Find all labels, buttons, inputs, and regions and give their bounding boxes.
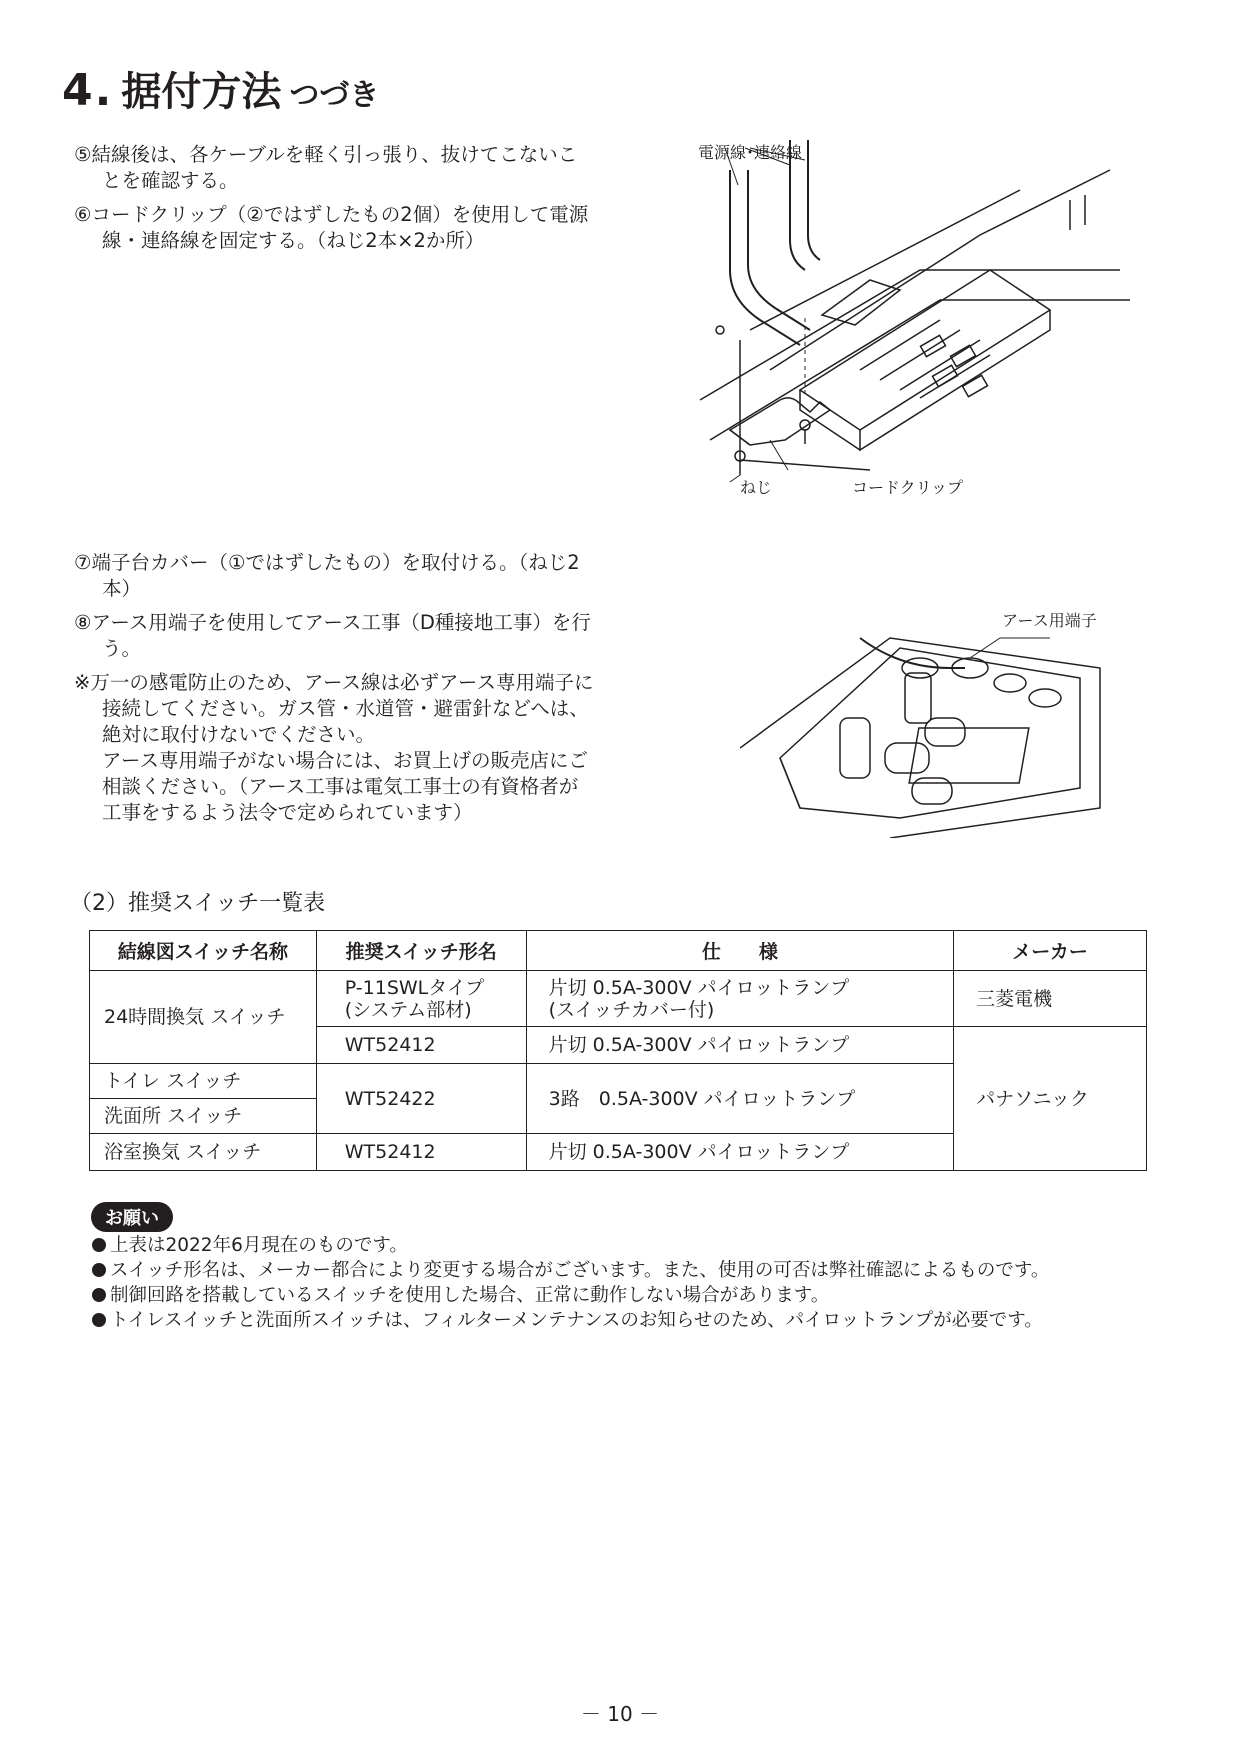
section-subtitle: つづき <box>289 78 380 113</box>
cell-spec-wt52412-a: 片切 0.5A-300V パイロットランプ <box>526 1027 954 1064</box>
cell-model-wt52412-b: WT52412 <box>316 1134 526 1171</box>
steps-top <box>74 142 594 262</box>
cell-name-toilet: トイレ スイッチ <box>90 1064 317 1099</box>
request-item: スイッチ形名は、メーカー都合により変更する場合がございます。また、使用の可否は弊社確認によるものです。 <box>92 1258 1192 1283</box>
cell-spec-wt52422: 3路 0.5A-300V パイロットランプ <box>526 1064 954 1134</box>
warning-note-continued: アース専用端子がない場合には、お買上げの販売店にご相談ください。（アース工事は電気工事士の有資格者が工事をするよう法令で定められています） <box>102 749 588 824</box>
col-header-spec: 仕 様 <box>526 931 954 971</box>
request-item: 上表は2022年6月現在のものです。 <box>92 1233 1192 1258</box>
table-row <box>90 971 1147 1027</box>
switch-table <box>89 930 1147 1171</box>
earth-terminal-illustration <box>740 608 1120 838</box>
request-item: トイレスイッチと洗面所スイッチは、フィルターメンテナンスのお知らせのため、パイロットランプが必要です。 <box>92 1308 1192 1333</box>
cable-clip-illustration <box>690 140 1140 510</box>
step-5: ⑤結線後は、各ケーブルを軽く引っ張り、抜けてこないことを確認する。 <box>74 143 578 192</box>
request-badge: お願い <box>91 1202 173 1232</box>
earth-terminal-figure <box>740 608 1120 838</box>
figure2-label-earth: アース用端子 <box>1002 611 1097 630</box>
step-7: ⑦端子台カバー（①ではずしたもの）を取付ける。（ねじ2本） <box>74 551 580 600</box>
warning-note: ※万一の感電防止のため、アース線は必ずアース専用端子に接続してください。ガス管・水道管・避雷針などへは、絶対に取付けないでください。 <box>74 671 594 746</box>
cell-maker-mitsubishi: 三菱電機 <box>954 971 1147 1027</box>
table-heading: （2）推奨スイッチ一覧表 <box>70 891 326 916</box>
steps-bottom <box>74 550 594 826</box>
section-number: 4. <box>62 65 114 116</box>
request-item: 制御回路を搭載しているスイッチを使用した場合、正常に動作しない場合があります。 <box>92 1283 1192 1308</box>
figure1-label-clip: コードクリップ <box>852 478 964 497</box>
cell-model-wt52422: WT52422 <box>316 1064 526 1134</box>
cell-maker-panasonic: パナソニック <box>954 1027 1147 1171</box>
section-title: 据付方法 <box>121 69 282 115</box>
cable-clip-figure <box>690 140 1140 510</box>
col-header-name: 結線図スイッチ名称 <box>90 931 317 971</box>
figure1-label-screw: ねじ <box>740 478 773 497</box>
bullet-icon <box>92 1238 106 1252</box>
table-header-row <box>90 931 1147 971</box>
col-header-maker: メーカー <box>954 931 1147 971</box>
cell-spec-wt52412-b: 片切 0.5A-300V パイロットランプ <box>526 1134 954 1171</box>
step-8: ⑧アース用端子を使用してアース工事（D種接地工事）を行う。 <box>74 611 591 660</box>
cell-name-bath: 浴室換気 スイッチ <box>90 1134 317 1171</box>
cell-model-wt52412-a: WT52412 <box>316 1027 526 1064</box>
bullet-icon <box>92 1313 106 1327</box>
bullet-icon <box>92 1263 106 1277</box>
bullet-icon <box>92 1288 106 1302</box>
col-header-model: 推奨スイッチ形名 <box>316 931 526 971</box>
cell-name-24h: 24時間換気 スイッチ <box>90 971 317 1064</box>
figure1-label-cables: 電源線･連絡線 <box>698 143 803 162</box>
page-number: － 10 － <box>580 1702 660 1726</box>
page-title <box>62 60 379 117</box>
step-6: ⑥コードクリップ（②ではずしたもの2個）を使用して電源線・連絡線を固定する。（ねじ2本×2か所） <box>74 203 589 252</box>
request-notes <box>92 1233 1192 1333</box>
cell-model-p11: P-11SWLタイプ (システム部材) <box>316 971 526 1027</box>
cell-name-washroom: 洗面所 スイッチ <box>90 1099 317 1134</box>
cell-spec-p11: 片切 0.5A-300V パイロットランプ (スイッチカバー付) <box>526 971 954 1027</box>
